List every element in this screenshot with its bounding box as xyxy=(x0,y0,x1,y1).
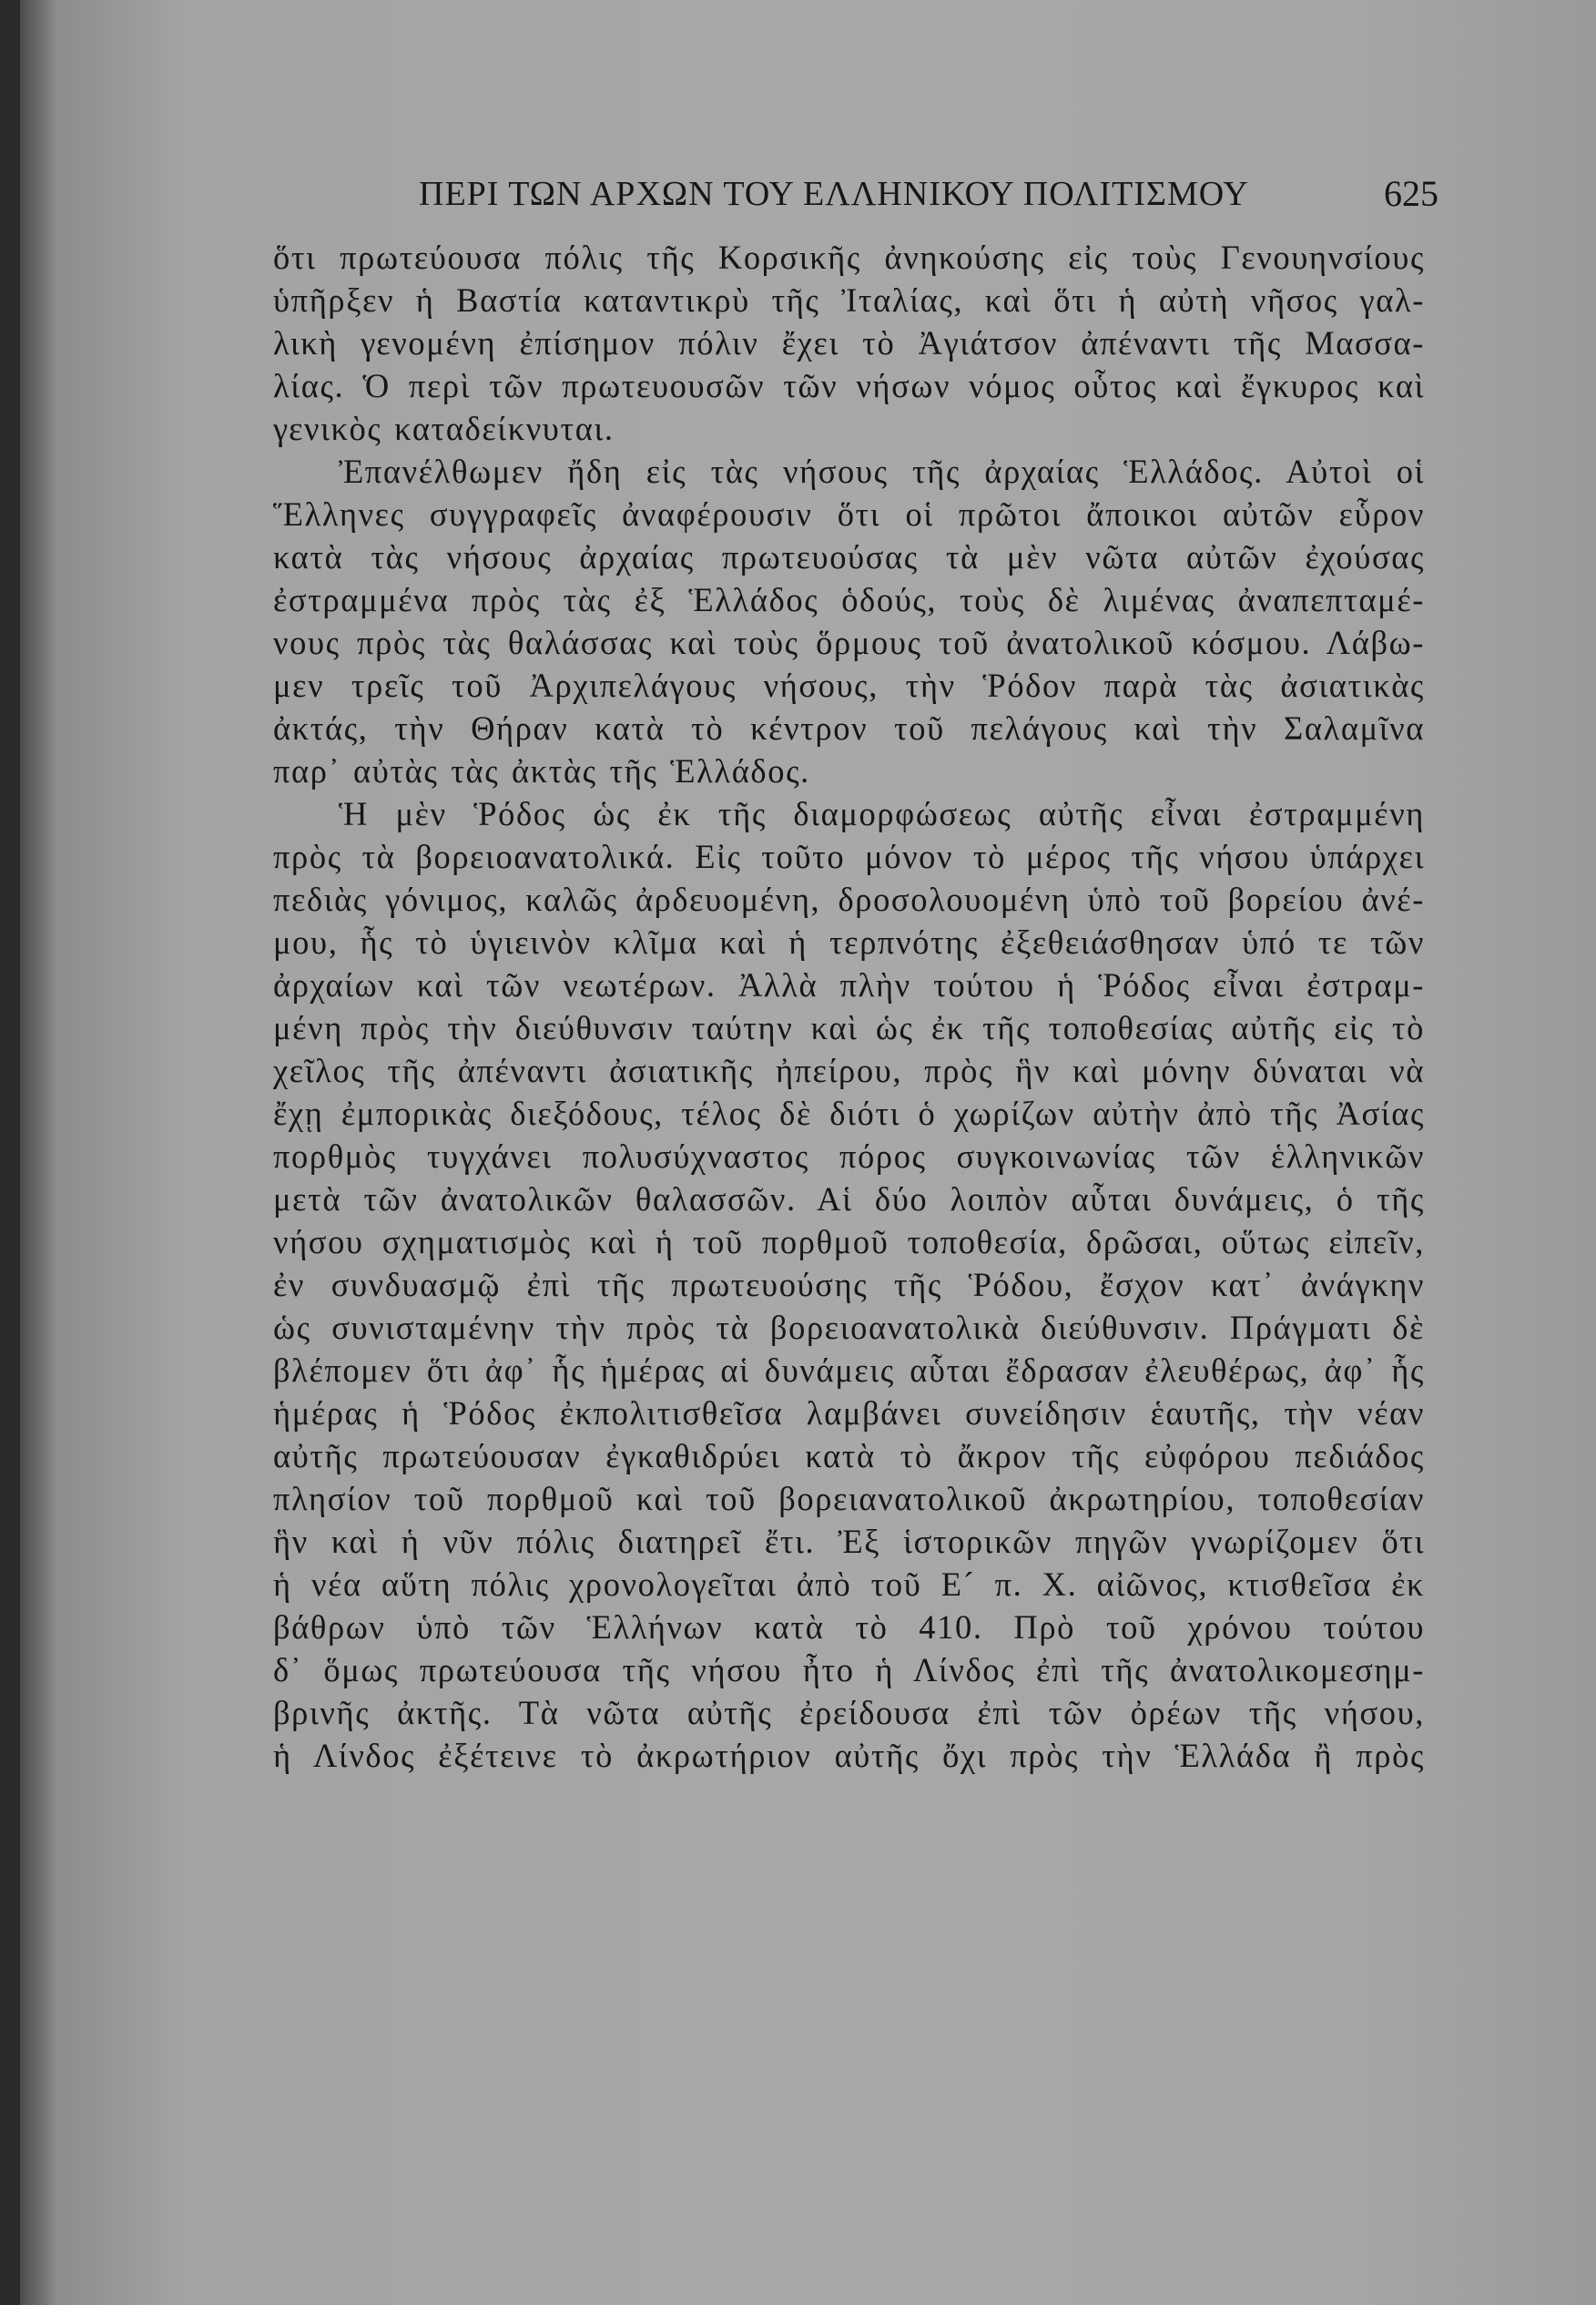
text-line: ἐστραμμένα πρὸς τὰς ἐξ Ἑλλάδος ὁδούς, τοὺς δὲ λιμένας ἀναπεπταμέ- xyxy=(273,581,1425,618)
page-number: 625 xyxy=(1384,173,1438,214)
paragraph-1 xyxy=(273,236,1438,450)
text-line: ἔχῃ ἐμπορικὰς διεξόδους, τέλος δὲ διότι ὁ χωρίζων αὐτὴν ἀπὸ τῆς Ἀσίας xyxy=(273,1095,1425,1132)
spine-shadow xyxy=(20,0,56,2305)
text-line: μου, ἧς τὸ ὑγιεινὸν κλῖμα καὶ ἡ τερπνότης ἐξεθειάσθησαν ὑπό τε τῶν xyxy=(273,923,1425,961)
text-line: βρινῆς ἀκτῆς. Τὰ νῶτα αὐτῆς ἐρείδουσα ἐπὶ τῶν ὀρέων τῆς νήσου, xyxy=(273,1694,1425,1731)
text-line: μεν τρεῖς τοῦ Ἀρχιπελάγους νήσους, τὴν Ῥόδον παρὰ τὰς ἀσιατικὰς xyxy=(273,667,1425,704)
text-line: ἀρχαίων καὶ τῶν νεωτέρων. Ἀλλὰ πλὴν τούτου ἡ Ῥόδος εἶναι ἐστραμ- xyxy=(273,966,1425,1004)
text-line: βάθρων ὑπὸ τῶν Ἑλλήνων κατὰ τὸ 410. Πρὸ τοῦ χρόνου τούτου xyxy=(273,1608,1425,1646)
text-line: μένη πρὸς τὴν διεύθυνσιν ταύτην καὶ ὡς ἐκ τῆς τοποθεσίας αὐτῆς εἰς τὸ xyxy=(273,1009,1425,1046)
text-line: αὐτῆς πρωτεύουσαν ἐγκαθιδρύει κατὰ τὸ ἄκρον τῆς εὐφόρου πεδιάδος xyxy=(273,1437,1425,1474)
text-line: ἡμέρας ἡ Ῥόδος ἐκπολιτισθεῖσα λαμβάνει συνείδησιν ἑαυτῆς, τὴν νέαν xyxy=(273,1394,1425,1432)
text-line: Ἡ μὲν Ῥόδος ὡς ἐκ τῆς διαμορφώσεως αὐτῆς εἶναι ἐστραμμένη xyxy=(339,795,1425,832)
text-line: λίας. Ὁ περὶ τῶν πρωτευουσῶν τῶν νήσων νόμος οὗτος καὶ ἔγκυρος καὶ xyxy=(273,367,1425,404)
text-line: ὑπῆρξεν ἡ Βαστία καταντικρὺ τῆς Ἰταλίας, καὶ ὅτι ἡ αὐτὴ νῆσος γαλ- xyxy=(273,281,1425,319)
text-line: νους πρὸς τὰς θαλάσσας καὶ τοὺς ὅρμους τοῦ ἀνατολικοῦ κόσμου. Λάβω- xyxy=(273,624,1425,661)
text-line: Ἕλληνες συγγραφεῖς ἀναφέρουσιν ὅτι οἱ πρῶτοι ἄποικοι αὐτῶν εὗρον xyxy=(273,495,1425,533)
text-line: δ᾽ ὅμως πρωτεύουσα τῆς νήσου ἦτο ἡ Λίνδος ἐπὶ τῆς ἀνατολικομεσημ- xyxy=(273,1651,1425,1688)
text-line: παρ᾽ αὐτὰς τὰς ἀκτὰς τῆς Ἑλλάδος. xyxy=(273,752,810,790)
body-text xyxy=(273,236,1438,1777)
text-line: λικὴ γενομένη ἐπίσημον πόλιν ἔχει τὸ Ἀγιάτσον ἀπέναντι τῆς Μασσα- xyxy=(273,324,1425,362)
text-line: Ἐπανέλθωμεν ἤδη εἰς τὰς νήσους τῆς ἀρχαίας Ἑλλάδος. Αὐτοὶ οἱ xyxy=(339,453,1425,490)
text-line: ἣν καὶ ἡ νῦν πόλις διατηρεῖ ἔτι. Ἐξ ἱστορικῶν πηγῶν γνωρίζομεν ὅτι xyxy=(273,1523,1425,1560)
text-line: πλησίον τοῦ πορθμοῦ καὶ τοῦ βορειανατολικοῦ ἀκρωτηρίου, τοποθεσίαν xyxy=(273,1480,1425,1517)
text-line: κατὰ τὰς νήσους ἀρχαίας πρωτευούσας τὰ μὲν νῶτα αὐτῶν ἐχούσας xyxy=(273,538,1425,576)
text-line: πρὸς τὰ βορειοανατολικά. Εἰς τοῦτο μόνον τὸ μέρος τῆς νήσου ὑπάρχει xyxy=(273,838,1425,875)
text-line: χεῖλος τῆς ἀπέναντι ἀσιατικῆς ἠπείρου, πρὸς ἣν καὶ μόνην δύναται νὰ xyxy=(273,1052,1425,1089)
text-line: ἡ νέα αὕτη πόλις χρονολογεῖται ἀπὸ τοῦ Ε´ π. Χ. αἰῶνος, κτισθεῖσα ἐκ xyxy=(273,1566,1425,1603)
text-line: ὡς συνισταμένην τὴν πρὸς τὰ βορειοανατολικὰ διεύθυνσιν. Πράγματι δὲ xyxy=(273,1309,1425,1346)
text-line: πεδιὰς γόνιμος, καλῶς ἀρδευομένη, δροσολουομένη ὑπὸ τοῦ βορείου ἀνέ- xyxy=(273,881,1425,918)
text-line: νήσου σχηματισμὸς καὶ ἡ τοῦ πορθμοῦ τοποθεσία, δρῶσαι, οὕτως εἰπεῖν, xyxy=(273,1223,1425,1260)
text-line: ἀκτάς, τὴν Θήραν κατὰ τὸ κέντρον τοῦ πελάγους καὶ τὴν Σαλαμῖνα xyxy=(273,709,1425,747)
running-head xyxy=(273,168,1438,223)
running-title: ΠΕΡΙ ΤΩΝ ΑΡΧΩΝ ΤΟΥ ΕΛΛΗΝΙΚΟΥ ΠΟΛΙΤΙΣΜΟΥ xyxy=(419,175,1249,213)
paragraph-3 xyxy=(273,792,1438,1777)
text-line: ἡ Λίνδος ἐξέτεινε τὸ ἀκρωτήριον αὐτῆς ὄχι πρὸς τὴν Ἑλλάδα ἢ πρὸς xyxy=(273,1737,1425,1774)
text-line: πορθμὸς τυγχάνει πολυσύχναστος πόρος συγκοινωνίας τῶν ἑλληνικῶν xyxy=(273,1137,1425,1175)
text-line: μετὰ τῶν ἀνατολικῶν θαλασσῶν. Αἱ δύο λοιπὸν αὗται δυνάμεις, ὁ τῆς xyxy=(273,1180,1425,1218)
text-line: ἐν συνδυασμῷ ἐπὶ τῆς πρωτευούσης τῆς Ῥόδου, ἔσχον κατ᾽ ἀνάγκην xyxy=(273,1266,1425,1303)
book-spine-edge xyxy=(0,0,20,2305)
text-line: γενικὸς καταδείκνυται. xyxy=(273,410,615,447)
text-line: ὅτι πρωτεύουσα πόλις τῆς Κορσικῆς ἀνηκούσης εἰς τοὺς Γενουηνσίους xyxy=(273,239,1425,276)
book-page xyxy=(273,168,1438,1777)
text-line: βλέπομεν ὅτι ἀφ᾽ ἧς ἡμέρας αἱ δυνάμεις αὗται ἔδρασαν ἐλευθέρως, ἀφ᾽ ἧς xyxy=(273,1351,1425,1389)
paragraph-2 xyxy=(273,450,1438,792)
